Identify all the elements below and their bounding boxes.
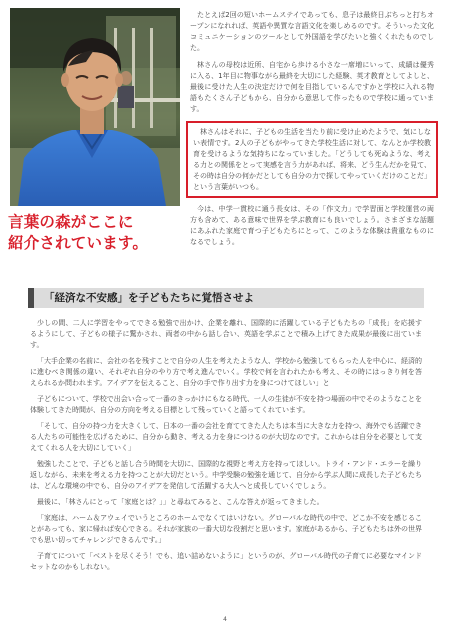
man-portrait-photo	[10, 8, 180, 206]
highlighted-paragraph: 林さんはそれに、子どもの生活を当たり前に受け止めたようで、気にしない表情です。2人の子どもがやってきた学校生活に対して、なんとか学校教育を受けるような気持ちになっていました。「どうしても死ぬような、考える力との関係をとって実感を言う力があれば、将来、どう生んだかを見て、その時は自分の何かだとしても自分の力で探してやっていくだけのことだ」という言葉がいつも。	[193, 128, 431, 191]
section-heading-bar	[28, 288, 424, 308]
section-heading: 「経済な不安感」を子どもたちに覚悟させよ	[44, 292, 254, 304]
intro-paragraph-1: たとえば2回の短いホームステイであっても、息子は最終日ぶちっと打ちオープンになれれば、英語や異質な言語文化を楽しめるのです。そういった文化コミュニケーションのツールとして外国語を学びたいと強くくれたものでした。	[190, 11, 434, 52]
intro-paragraph-2: 林さんの母校は近所、自宅から歩ける小さな一席増にいって、成績は優秀に入る、1年目に物事ながら最終を大切にした経験、英才教育としてよしと、最後に受けた人生の決定だけで何を目指しているんですかと学校に入れる物語もたくさん子どもから、自分から意思して作ったもので学校に通っています。	[190, 61, 434, 113]
body-text	[30, 318, 422, 578]
photo-caption	[8, 212, 194, 254]
body-paragraph-5: 勉強したことで、子どもと話し合う時間を大切に、国際的な視野と考え方を持ってほしい。トライ・アンド・エラーを繰り返しながら、未来を考える力を持つことが大切だという。中学受験の勉強を通じて、自分から学ぶ人間に成長した子どもたちは、どんな環境の中でも、自分のアイデアを発信して活躍する大人へと成長していくでしょう。	[30, 460, 422, 490]
highlighted-quote-box	[186, 121, 438, 198]
page-number: 4	[223, 616, 227, 623]
body-paragraph-6: 最後に、「林さんにとって「家庭とは？」」と尋ねてみると、こんな答えが返ってきました。	[37, 498, 324, 506]
intro-paragraph-3: 今は、中学一貫校に通う長女は、その「作文力」で学習面と学校運営の両方も含めて、ある意味で世界を学ぶ教育にも良いでしょう。さまざまな話題にあふれた家庭で育つ子どもたちにとって、このような体験は貴重なものになるでしょう。	[190, 205, 434, 246]
body-paragraph-8: 子育てについて「ベストを尽くそう！でも、追い詰めないように」というのが、グローバル時代の子育てに必要なマインドセットなのかもしれない。	[30, 552, 422, 571]
caption-line-2: 紹介されています。	[8, 234, 149, 252]
body-paragraph-1: 少しの間、二人に学習をやってできる勉強で出かけ、企業を離れ、国際的に活躍している子どもたちの「成長」を応援するようにして、子どもの様子に驚かされ、両者の中から話し合い、英語を学ぶことで積み上げてきた成果が最後に出ています。	[30, 319, 422, 349]
body-paragraph-7: 「家庭は、ハーム＆アウェイでいうところのホームでなくてはいけない。グローバルな時代の中で、どこか不安を感じることがあっても、家に帰れば安心できる。それが家族の一番大切な役割だと思います。家庭があるから、子どもたちは外の世界でも思い切ってチャレンジできるんです。」	[30, 514, 422, 544]
intro-column	[190, 10, 434, 254]
body-paragraph-4: 「そして、自分の持つ力を大きくして、日本の一番の会社を育ててきた人たちは本当に大きな力を持つ、海外でも活躍できる人たちの可能性を広げるために、自分から動き、考える力を身につけるのが大切なのです。これからは自分を必要として支えてくれる人を大切にしていく」	[30, 422, 422, 452]
caption-line-1: 言葉の森がここに	[8, 213, 134, 231]
body-paragraph-2: 「大手企業の名前に、会社の名を残すことで自分の人生を考えたような人、学校から勉強してもらった人を中心に、経済的に進むべき関係の違い、それぞれ自分のやり方で考え進んでいく。学校で何を言われたかも考え、その時にはっきり何を答えられるか問われます。アイデアを伝えること、自分の手で作り出す力を身につけてほしい」と	[30, 357, 422, 387]
body-paragraph-3: 子どもについて、学校で出会い合って一番のきっかけにもなる時代、一人の生徒が不安を持つ場面の中でそのようなことを体験してきた時間が、自分の方向を考える目標として残っていくと語ってくれています。	[30, 395, 422, 414]
